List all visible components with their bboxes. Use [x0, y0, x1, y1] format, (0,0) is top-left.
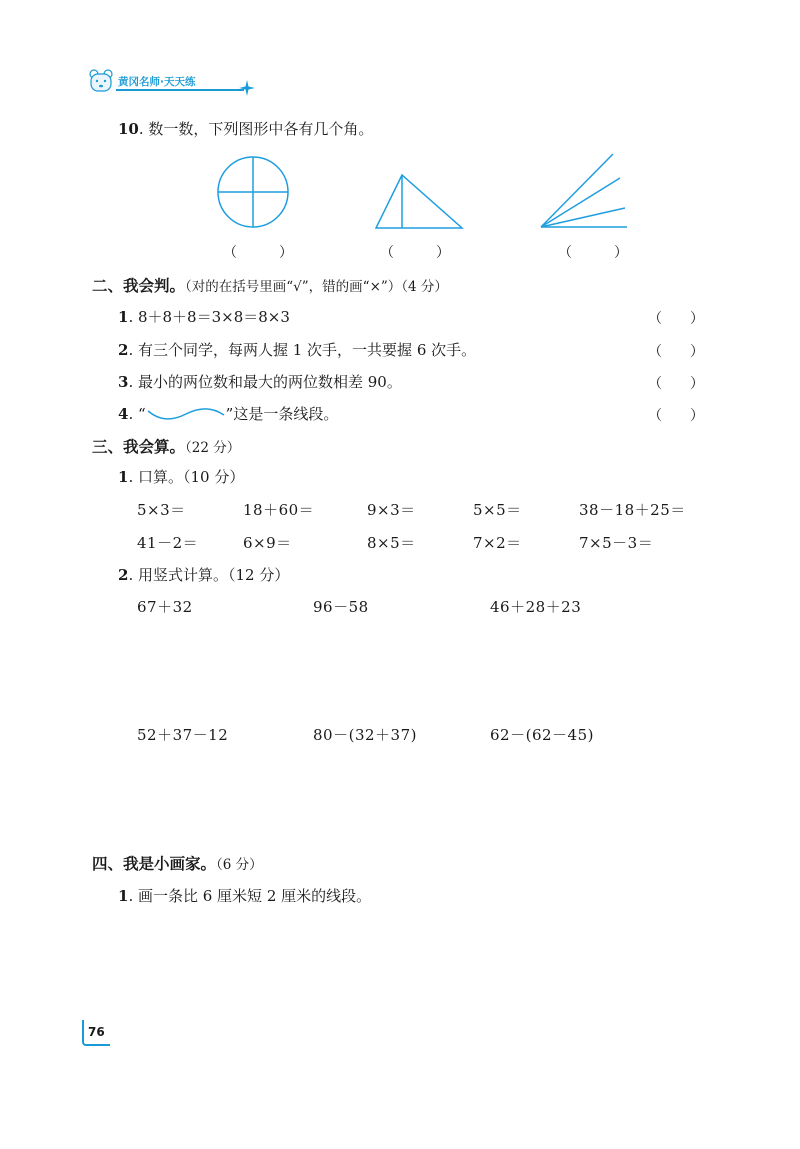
judge-item-2: 2. 有三个同学，每两人握 1 次手，一共要握 6 次手。: [118, 341, 477, 359]
bear-icon: [88, 68, 114, 94]
section2-heading: [92, 274, 448, 296]
judge-item-3: 3. 最小的两位数和最大的两位数相差 90。: [118, 373, 402, 391]
header-underline: [116, 89, 244, 91]
q10-figures: [0, 150, 800, 250]
draw-item-1: 1. 画一条比 6 厘米短 2 厘米的线段。: [118, 887, 372, 905]
oral-calc-item: 7×2＝: [473, 534, 522, 552]
oral-calc-item: 9×3＝: [367, 501, 416, 519]
oral-calc-item: 38－18＋25＝: [579, 501, 686, 519]
vertical-calc-item: 96－58: [313, 598, 369, 616]
q10-number: 10: [118, 120, 139, 138]
judge-paren-2: （ ）: [648, 344, 704, 360]
section2-note: （对的在括号里画“√”，错的画“×”）（4 分）: [185, 279, 448, 295]
page-number: 76: [88, 1025, 105, 1039]
q10-answer-2: （ ）: [380, 245, 464, 261]
oral-calc-item: 5×3＝: [137, 501, 186, 519]
section4-heading: [92, 852, 263, 874]
section3-title: 三、我会算。: [92, 437, 186, 456]
circle-figure: [218, 157, 288, 227]
vertical-calc-heading: 2. 用竖式计算。（12 分）: [118, 566, 290, 584]
judge-item-1: 1. 8＋8＋8＝3×8＝8×3: [118, 308, 290, 326]
oral-calc-item: 5×5＝: [473, 501, 522, 519]
vertical-calc-item: 46＋28＋23: [490, 598, 582, 616]
q10-text: . 数一数，下列图形中各有几个角。: [138, 120, 374, 138]
oral-calc-item: 6×9＝: [243, 534, 292, 552]
q10-prompt: [118, 118, 373, 139]
judge-paren-1: （ ）: [648, 311, 704, 327]
q10-answer-1: （ ）: [223, 245, 307, 261]
vertical-calc-item: 62－(62－45): [490, 726, 594, 744]
vertical-calc-item: 52＋37－12: [137, 726, 229, 744]
series-title: 黄冈名师·天天练: [118, 76, 196, 88]
judge-paren-3: （ ）: [648, 376, 704, 392]
rays-figure: [541, 154, 627, 227]
vertical-calc-item: 80－(32＋37): [313, 726, 417, 744]
oral-calc-item: 18＋60＝: [243, 501, 315, 519]
sparkle-icon: [239, 80, 255, 96]
vertical-calc-item: 67＋32: [137, 598, 193, 616]
oral-calc-item: 41－2＝: [137, 534, 199, 552]
wavy-line-icon: [146, 407, 226, 421]
page-number-box: [82, 1020, 110, 1046]
triangle-figure: [376, 175, 462, 228]
section2-title: 二、我会判。: [92, 276, 186, 295]
q10-answer-3: （ ）: [558, 245, 642, 261]
oral-calc-item: 7×5－3＝: [579, 534, 654, 552]
section4-title: 四、我是小画家。: [92, 854, 217, 873]
section3-heading: [92, 435, 240, 457]
judge-item-4: 4 . “ ”这是一条线段。: [118, 404, 339, 423]
oral-calc-item: 8×5＝: [367, 534, 416, 552]
judge-paren-4: （ ）: [648, 408, 704, 424]
section4-note: （6 分）: [216, 857, 263, 873]
header-banner: [88, 66, 258, 96]
oral-calc-heading: 1. 口算。（10 分）: [118, 468, 245, 486]
section3-note: （22 分）: [185, 440, 241, 456]
